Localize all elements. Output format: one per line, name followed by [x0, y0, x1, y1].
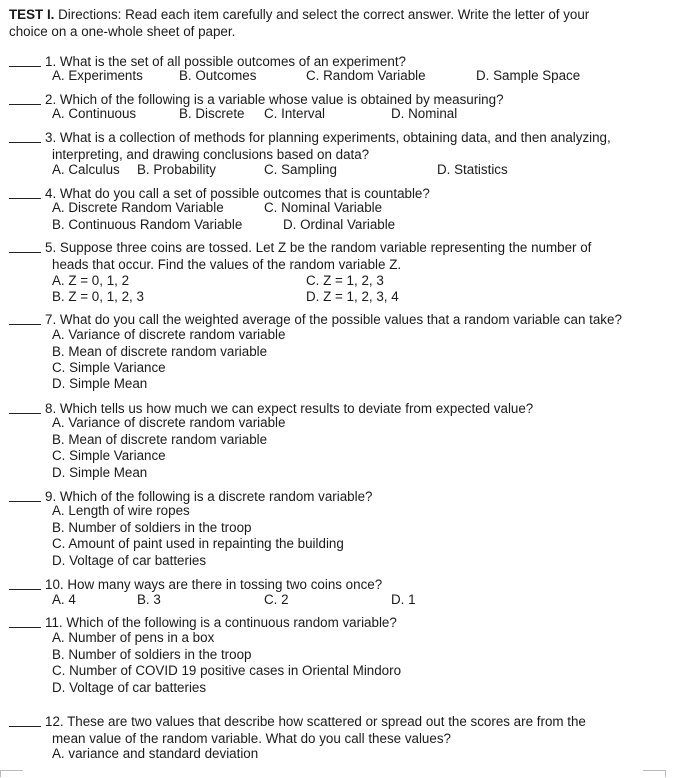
answer-choice: D. Voltage of car batteries	[52, 553, 207, 568]
question-stem: 8. Which tells us how much we can expect results to deviate from expected value?	[45, 401, 534, 416]
answer-choice: B. Number of soldiers in the troop	[52, 647, 252, 662]
answer-choice: C. Amount of paint used in repainting the building	[52, 536, 344, 551]
answer-choice: B. Mean of discrete random variable	[52, 432, 268, 447]
question-stem: 12. These are two values that describe how scattered or spread out the scores are from the	[45, 714, 586, 729]
answer-blank	[9, 615, 43, 632]
answer-choice: B. Outcomes	[179, 68, 257, 83]
answer-choice: D. 1	[391, 592, 416, 607]
answer-blank	[9, 240, 43, 257]
answer-choice: D. Simple Mean	[52, 465, 148, 480]
answer-choice: B. Z = 0, 1, 2, 3	[52, 289, 144, 304]
answer-choice: A. Z = 0, 1, 2	[52, 273, 130, 288]
answer-choice: A. Variance of discrete random variable	[52, 415, 286, 430]
answer-blank	[9, 186, 43, 203]
answer-choice: C. Simple Variance	[52, 448, 166, 463]
directions-text-2: choice on a one-whole sheet of paper.	[9, 24, 236, 39]
question-stem: 10. How many ways are there in tossing two coins once?	[45, 577, 383, 592]
question-stem: 7. What do you call the weighted average of the possible values that a random variable can take?	[45, 312, 622, 327]
answer-choice: A. Length of wire ropes	[52, 503, 190, 518]
answer-blank	[9, 130, 43, 147]
question-stem: interpreting, and drawing conclusions based on data?	[52, 147, 370, 162]
answer-blank	[9, 714, 43, 731]
question-stem: heads that occur. Find the values of the random variable Z.	[52, 257, 402, 272]
question-stem: mean value of the random variable. What do you call these values?	[52, 731, 451, 746]
answer-choice: A. Number of pens in a box	[52, 630, 215, 645]
test-heading	[9, 7, 589, 23]
test-label: TEST I.	[9, 7, 55, 22]
answer-choice: C. Random Variable	[306, 68, 426, 83]
answer-choice: D. Nominal	[391, 106, 458, 121]
answer-blank	[9, 489, 43, 506]
answer-choice: A. Experiments	[52, 68, 143, 83]
answer-choice: D. Z = 1, 2, 3, 4	[306, 289, 399, 304]
question-stem: 9. Which of the following is a discrete random variable?	[45, 489, 373, 504]
answer-choice: B. Discrete	[179, 106, 245, 121]
answer-choice: B. Mean of discrete random variable	[52, 344, 268, 359]
answer-blank	[9, 401, 43, 418]
question-stem: 3. What is a collection of methods for planning experiments, obtaining data, and then analyzing,	[45, 130, 611, 145]
answer-choice: C. Interval	[264, 106, 326, 121]
answer-choice: B. 3	[137, 592, 161, 607]
answer-choice: C. Simple Variance	[52, 360, 166, 375]
answer-choice: B. Number of soldiers in the troop	[52, 520, 252, 535]
answer-choice: D. Voltage of car batteries	[52, 680, 207, 695]
answer-choice: B. Probability	[137, 162, 216, 177]
answer-choice: A. Variance of discrete random variable	[52, 327, 286, 342]
answer-blank	[9, 577, 43, 594]
question-stem: 4. What do you call a set of possible outcomes that is countable?	[45, 186, 430, 201]
answer-choice: A. 4	[52, 592, 76, 607]
page-corner-right	[643, 770, 666, 777]
answer-choice: D. Ordinal Variable	[283, 217, 396, 232]
answer-choice: A. Discrete Random Variable	[52, 200, 224, 215]
answer-blank	[9, 54, 43, 71]
answer-choice: B. Continuous Random Variable	[52, 217, 243, 232]
answer-choice: D. Sample Space	[476, 68, 581, 83]
question-stem: 2. Which of the following is a variable whose value is obtained by measuring?	[45, 92, 504, 107]
question-stem: 11. Which of the following is a continuous random variable?	[45, 615, 397, 630]
answer-blank	[9, 312, 43, 329]
answer-choice: C. Sampling	[264, 162, 337, 177]
answer-choice: C. Z = 1, 2, 3	[306, 273, 384, 288]
answer-choice: D. Statistics	[437, 162, 508, 177]
question-stem: 5. Suppose three coins are tossed. Let Z be the random variable representing the number of	[45, 240, 592, 255]
answer-blank	[9, 92, 43, 109]
directions-text: Directions: Read each item carefully and select the correct answer. Write the letter of your	[54, 7, 590, 22]
answer-choice: C. Number of COVID 19 positive cases in Oriental Mindoro	[52, 663, 402, 678]
answer-choice: C. 2	[264, 592, 289, 607]
answer-choice: C. Nominal Variable	[264, 200, 383, 215]
answer-choice: A. variance and standard deviation	[52, 746, 259, 761]
answer-choice: A. Continuous	[52, 106, 137, 121]
page-corner-left	[0, 770, 23, 777]
question-stem: 1. What is the set of all possible outcomes of an experiment?	[45, 54, 406, 69]
answer-choice: A. Calculus	[52, 162, 120, 177]
answer-choice: D. Simple Mean	[52, 376, 148, 391]
